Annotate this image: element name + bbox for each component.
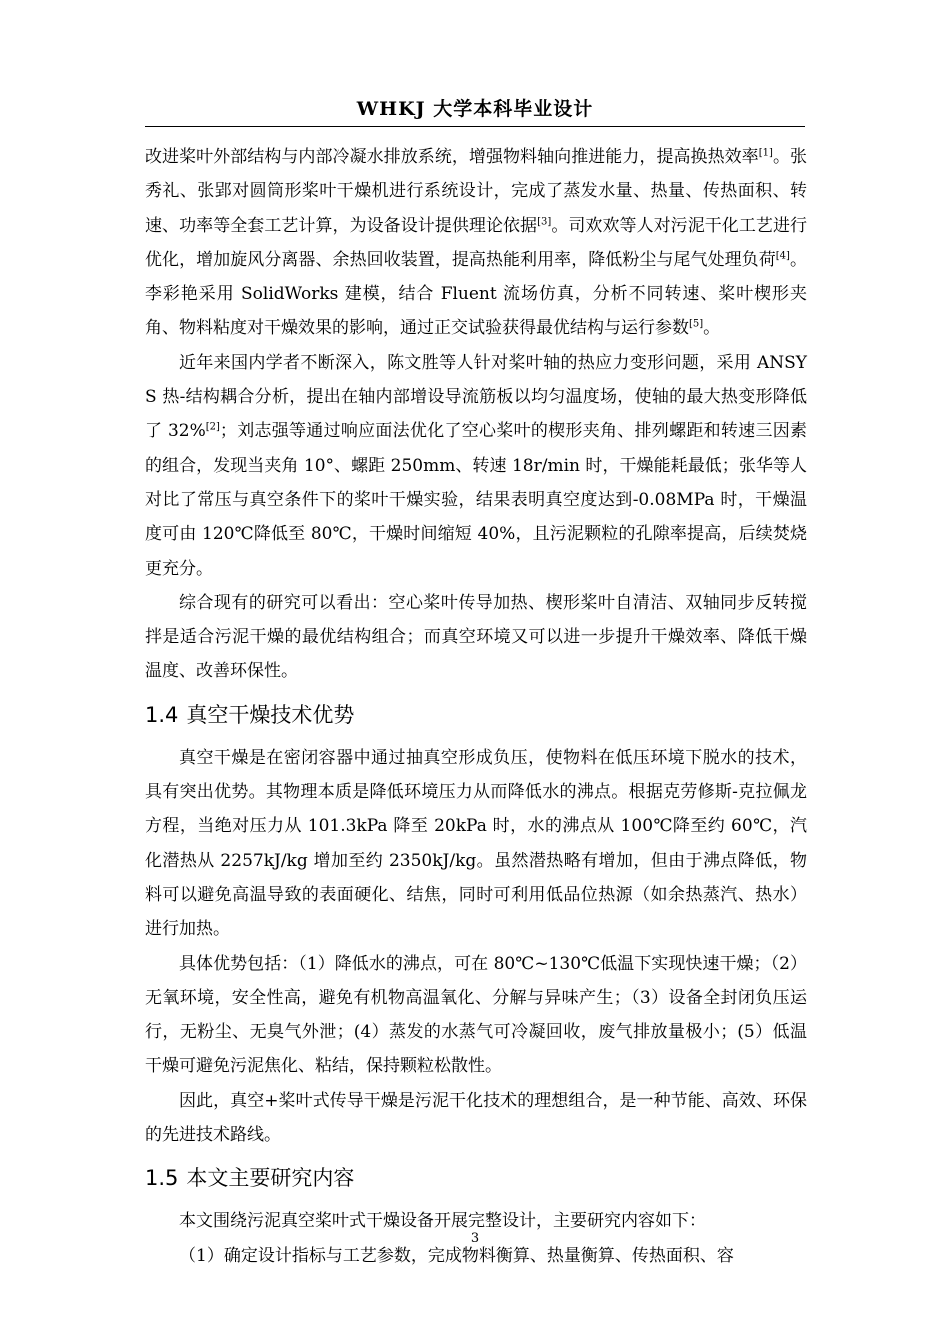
paragraph-text: 。司欢欢等人对污泥干化工艺进行优化，增加旋风分离器、余热回收装置，提高热能利用率，降低粉尘与尾气处理负荷 xyxy=(145,215,808,270)
paragraph-2 xyxy=(145,346,807,586)
header-rule xyxy=(145,126,805,127)
paragraph-3: 综合现有的研究可以看出：空心桨叶传导加热、楔形桨叶自清洁、双轴同步反转搅拌是适合污泥干燥的最优结构组合；而真空环境又可以进一步提升干燥效率、降低干燥温度、改善环保性。 xyxy=(145,592,807,682)
section-number: 1.4 xyxy=(145,702,179,727)
citation-5: [5] xyxy=(689,318,704,330)
document-body xyxy=(145,140,807,1273)
section-heading-1-4 xyxy=(145,689,807,741)
section-title: 本文主要研究内容 xyxy=(186,1166,355,1191)
section-heading-1-5 xyxy=(145,1152,807,1204)
section-number: 1.5 xyxy=(145,1166,179,1191)
paragraph-6: 因此，真空+桨叶式传导干燥是污泥干化技术的理想组合，是一种节能、高效、环保的先进技术路线。 xyxy=(145,1090,807,1146)
paragraph-text: 。 xyxy=(703,318,721,339)
paragraph-text: 。张秀礼、张郢对圆筒形桨叶干燥机进行系统设计，完成了蒸发水量、热量、传热面积、转速、功率等全套工艺计算，为设备设计提供理论依据 xyxy=(145,147,808,236)
page-number: 3 xyxy=(470,1231,480,1246)
section-title: 真空干燥技术优势 xyxy=(186,702,355,727)
citation-1: [1] xyxy=(758,147,773,159)
paragraph-5: 具体优势包括：（1）降低水的沸点，可在 80℃~130℃低温下实现快速干燥；（2）无氧环境，安全性高，避免有机物高温氧化、分解与异味产生；（3）设备全封闭负压运行，无粉尘、无臭气外泄；(4）蒸发的水蒸气可冷凝回收，废气排放量极小；(5）低温干燥可避免污泥焦化、粘结，保持颗粒松散性。 xyxy=(145,953,807,1077)
paragraph-text: 。李彩艳采用 SolidWorks 建模，结合 Fluent 流场仿真，分析不同转速、桨叶楔形夹角、物料粘度对干燥效果的影响，通过正交试验获得最优结构与运行参数 xyxy=(145,249,808,339)
paragraph-1 xyxy=(145,140,807,346)
citation-4: [4] xyxy=(775,250,790,262)
paragraph-text: 改进桨叶外部结构与内部冷凝水排放系统，增强物料轴向推进能力，提高换热效率 xyxy=(145,147,759,167)
paragraph-4: 真空干燥是在密闭容器中通过抽真空形成负压，使物料在低压环境下脱水的技术，具有突出优势。其物理本质是降低环境压力从而降低水的沸点。根据克劳修斯-克拉佩龙方程，当绝对压力从 101.3kPa 降至 20kPa 时，水的沸点从 100℃降至约 60℃，汽化潜热从 2257kJ/kg 增加至约 2350kJ/kg。虽然潜热略有增加，但由于沸点降低，物料可以避免高温导致的表面硬化、结焦，同时可利用低品位热源（如余热蒸汽、热水）进行加热。 xyxy=(145,747,807,940)
citation-2: [2] xyxy=(205,421,220,433)
paragraph-8: （1）确定设计指标与工艺参数，完成物料衡算、热量衡算、传热面积、容 xyxy=(179,1245,734,1266)
paragraph-text: 近年来国内学者不断深入，陈文胜等人针对桨叶轴的热应力变形问题，采用 ANSYS 热-结构耦合分析，提出在轴内部增设导流筋板以均匀温度场，使轴的最大热变形降低了 32% xyxy=(145,352,807,442)
paragraph-text: ；刘志强等通过响应面法优化了空心桨叶的楔形夹角、排列螺距和转速三因素的组合，发现当夹角 10°、螺距 250mm、转速 18r/min 时，干燥能耗最低；张华等人对比了常压与真空条件下的桨叶干燥实验，结果表明真空度达到-0.08MPa 时，干燥温度可由 120℃降低至 80℃，干燥时间缩短 40%，且污泥颗粒的孔隙率提高，后续焚烧更充分。 xyxy=(145,421,807,579)
citation-3: [3] xyxy=(537,215,552,227)
running-header: WHKJ 大学本科毕业设计 xyxy=(356,98,594,120)
paragraph-7: 本文围绕污泥真空桨叶式干燥设备开展完整设计，主要研究内容如下： xyxy=(179,1211,706,1232)
